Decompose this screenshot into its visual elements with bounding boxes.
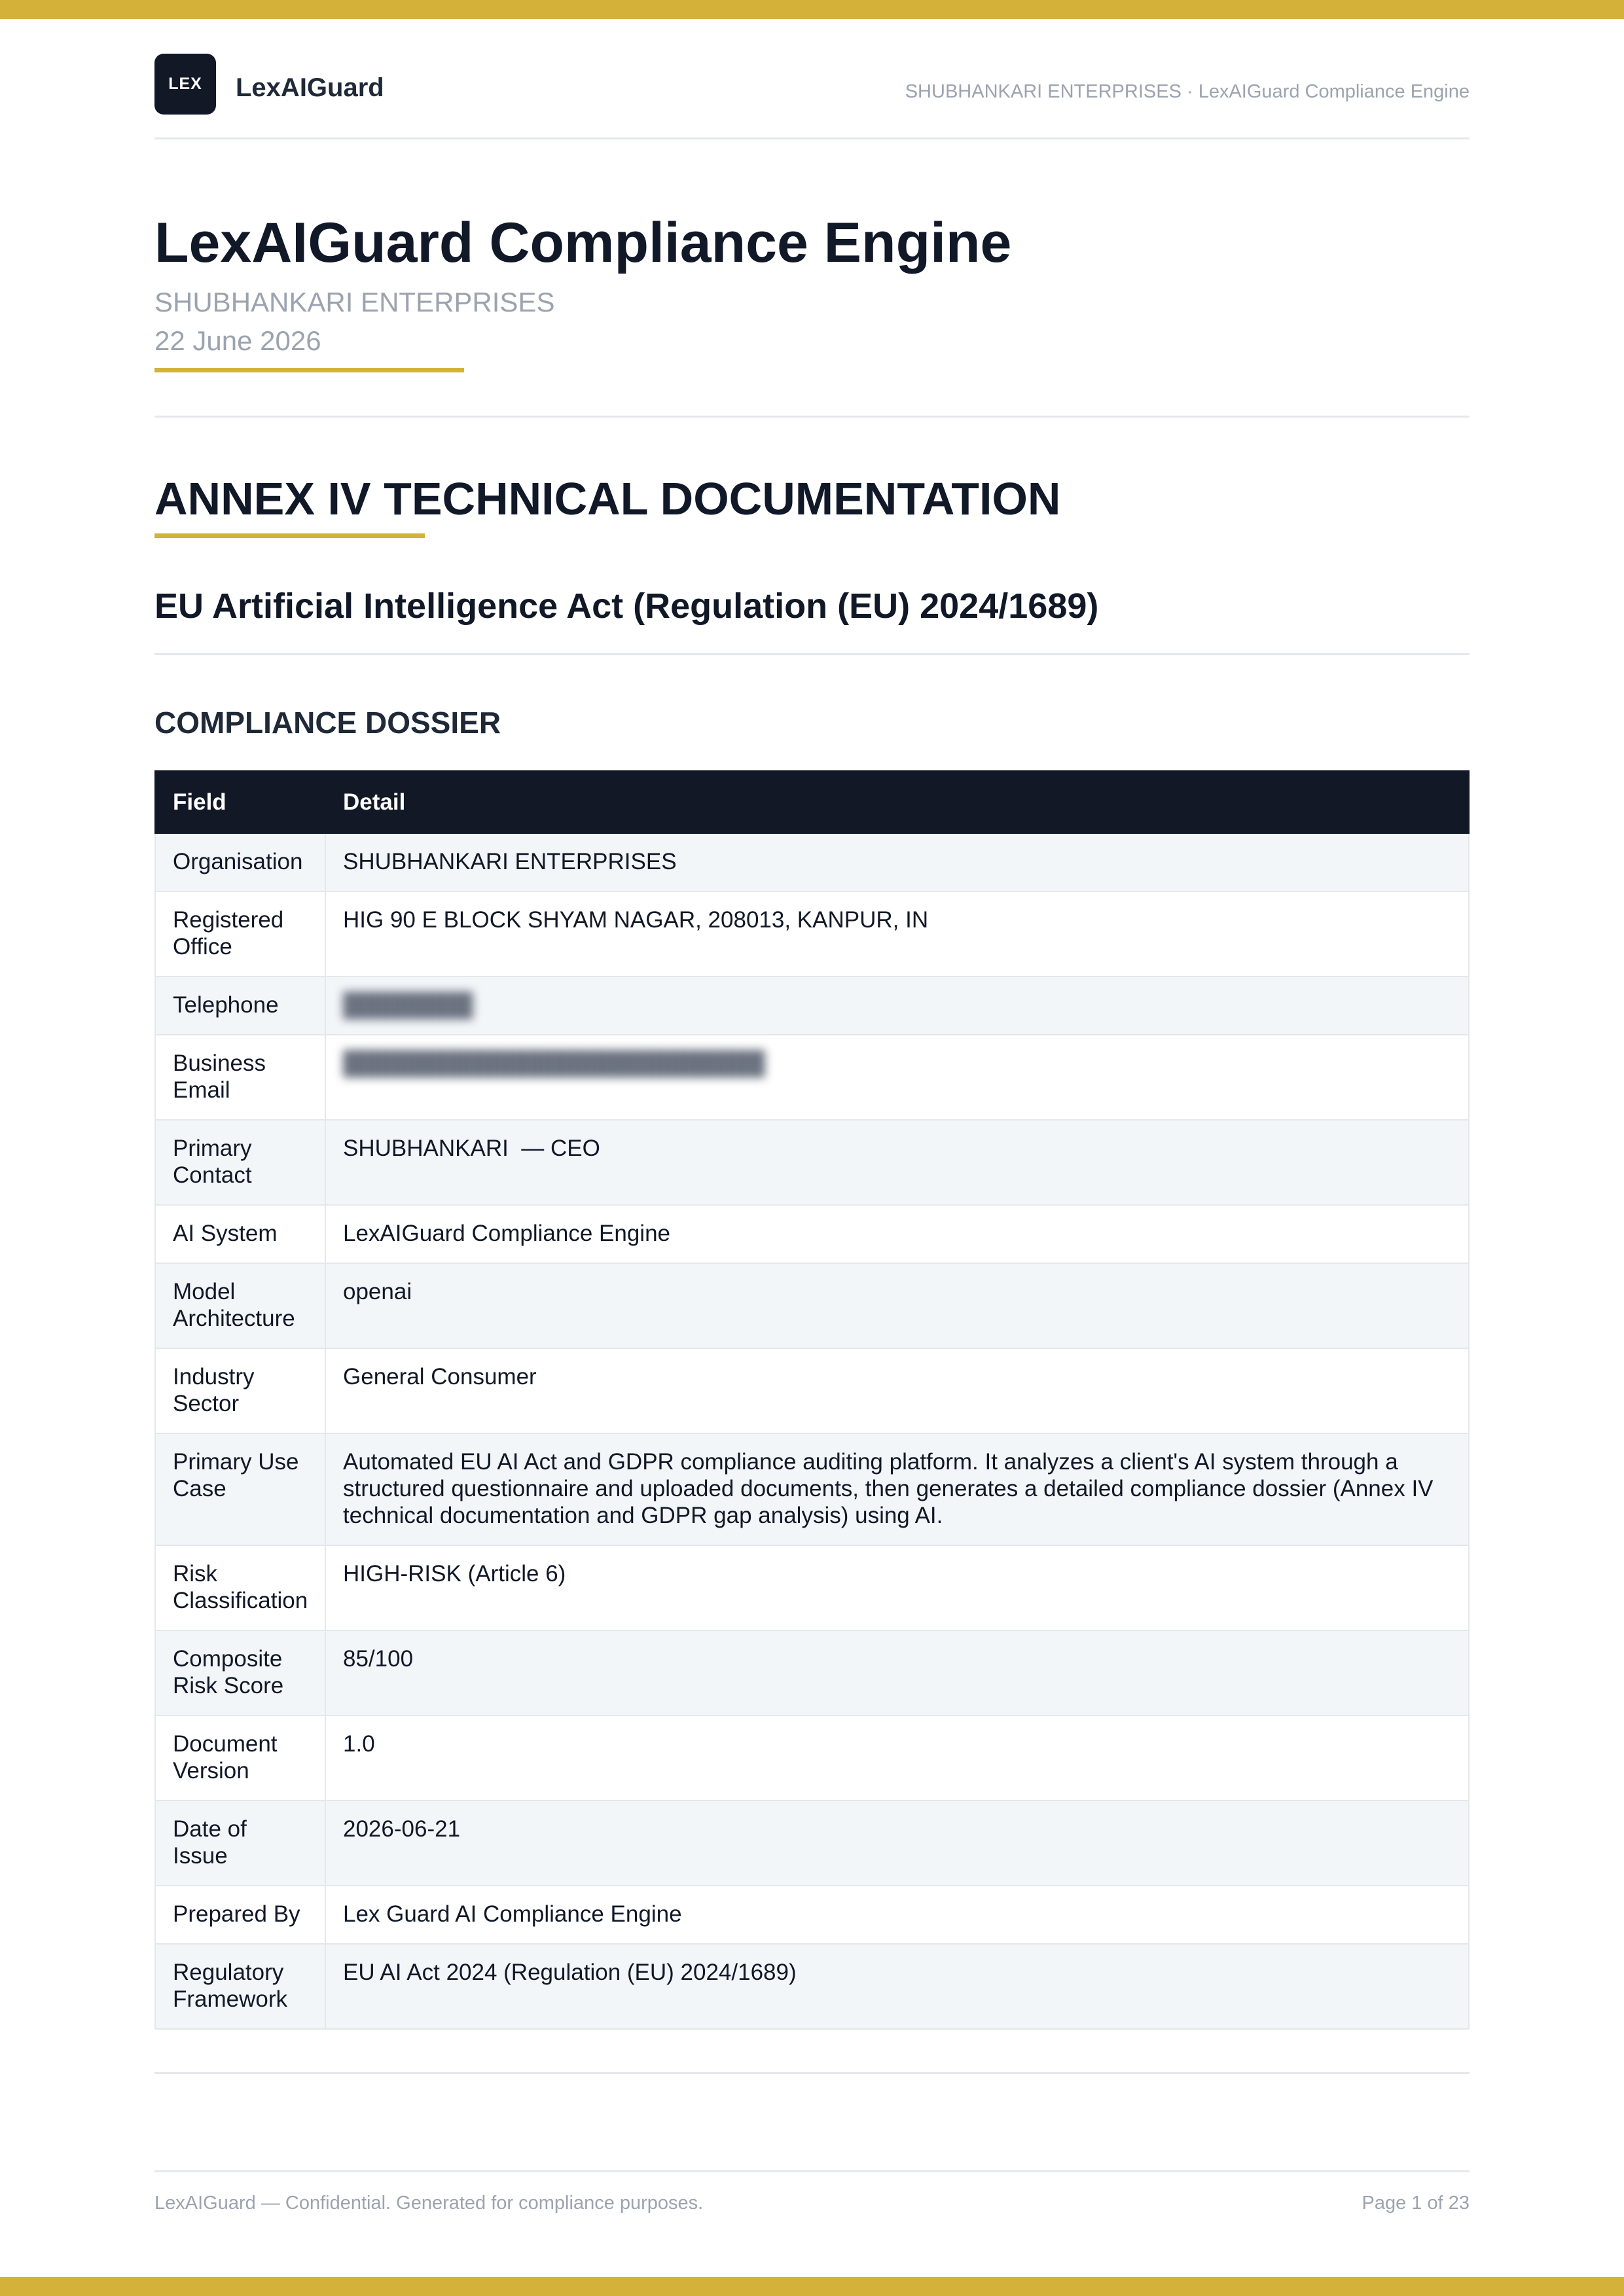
- detail-cell: LexAIGuard Compliance Engine: [325, 1205, 1469, 1263]
- detail-cell: 85/100: [325, 1630, 1469, 1715]
- bottom-accent-band: [0, 2277, 1624, 2296]
- field-cell: Date of Issue: [155, 1801, 325, 1886]
- table-row: [155, 1263, 1469, 1348]
- column-header-field: Field: [155, 771, 325, 833]
- compliance-dossier-table: [154, 770, 1470, 2030]
- detail-cell: EU AI Act 2024 (Regulation (EU) 2024/1689): [325, 1944, 1469, 2029]
- content-end-divider: [154, 2072, 1470, 2074]
- lex-logo: LEX: [154, 54, 216, 115]
- top-accent-band: [0, 0, 1624, 19]
- field-cell: Model Architecture: [155, 1263, 325, 1348]
- table-row: [155, 1801, 1469, 1886]
- document-title: LexAIGuard Compliance Engine: [154, 211, 1012, 274]
- detail-cell: [325, 977, 1469, 1035]
- running-header: SHUBHANKARI ENTERPRISES · LexAIGuard Compliance Engine: [905, 81, 1470, 102]
- footer-confidential-note: LexAIGuard — Confidential. Generated for compliance purposes.: [154, 2193, 704, 2214]
- table-row: [155, 891, 1469, 977]
- detail-cell: SHUBHANKARI ENTERPRISES: [325, 833, 1469, 891]
- section-underline: [154, 533, 425, 538]
- table-row: [155, 1886, 1469, 1944]
- field-cell: Business Email: [155, 1035, 325, 1120]
- field-cell: Regulatory Framework: [155, 1944, 325, 2029]
- field-cell: Composite Risk Score: [155, 1630, 325, 1715]
- field-cell: Document Version: [155, 1715, 325, 1801]
- field-cell: Primary Contact: [155, 1120, 325, 1205]
- detail-cell: Lex Guard AI Compliance Engine: [325, 1886, 1469, 1944]
- table-row: [155, 1205, 1469, 1263]
- header-divider: [154, 137, 1470, 139]
- brand-name: LexAIGuard: [236, 73, 384, 102]
- title-underline: [154, 368, 464, 372]
- field-cell: Organisation: [155, 833, 325, 891]
- redacted-telephone: ████████: [343, 992, 473, 1018]
- field-cell: Registered Office: [155, 891, 325, 977]
- table-row: [155, 1348, 1469, 1433]
- table-row: [155, 1545, 1469, 1630]
- document-organisation: SHUBHANKARI ENTERPRISES: [154, 287, 555, 317]
- column-header-detail: Detail: [325, 771, 1469, 833]
- regulation-heading: EU Artificial Intelligence Act (Regulation (EU) 2024/1689): [154, 586, 1099, 626]
- table-row: [155, 977, 1469, 1035]
- field-cell: Prepared By: [155, 1886, 325, 1944]
- detail-cell: General Consumer: [325, 1348, 1469, 1433]
- section-heading: ANNEX IV TECHNICAL DOCUMENTATION: [154, 473, 1061, 524]
- field-cell: Primary Use Case: [155, 1433, 325, 1545]
- field-cell: AI System: [155, 1205, 325, 1263]
- field-cell: Risk Classification: [155, 1545, 325, 1630]
- detail-cell: 2026-06-21: [325, 1801, 1469, 1886]
- detail-cell: [325, 1035, 1469, 1120]
- detail-cell: SHUBHANKARI — CEO: [325, 1120, 1469, 1205]
- page-header: [154, 54, 1470, 115]
- dossier-heading: COMPLIANCE DOSSIER: [154, 706, 501, 740]
- redacted-email: ██████████████████████████: [343, 1050, 765, 1076]
- document-date: 22 June 2026: [154, 325, 321, 356]
- detail-cell: 1.0: [325, 1715, 1469, 1801]
- table-row: [155, 833, 1469, 891]
- table-row: [155, 1630, 1469, 1715]
- detail-cell: openai: [325, 1263, 1469, 1348]
- title-divider: [154, 416, 1470, 418]
- table-row: [155, 1944, 1469, 2029]
- table-row: [155, 1433, 1469, 1545]
- table-row: [155, 1715, 1469, 1801]
- detail-cell: HIGH-RISK (Article 6): [325, 1545, 1469, 1630]
- field-cell: Telephone: [155, 977, 325, 1035]
- regulation-divider: [154, 653, 1470, 655]
- detail-cell: Automated EU AI Act and GDPR compliance auditing platform. It analyzes a client's AI system through a structured questionnaire and uploaded documents, then generates a detailed compliance dossier (Annex IV technical documentation and GDPR gap analysis) using AI.: [325, 1433, 1469, 1545]
- table-header-row: [155, 771, 1469, 833]
- detail-cell: HIG 90 E BLOCK SHYAM NAGAR, 208013, KANPUR, IN: [325, 891, 1469, 977]
- footer-divider: [154, 2170, 1470, 2172]
- table-row: [155, 1035, 1469, 1120]
- field-cell: Industry Sector: [155, 1348, 325, 1433]
- page-number: Page 1 of 23: [1362, 2193, 1470, 2214]
- table-row: [155, 1120, 1469, 1205]
